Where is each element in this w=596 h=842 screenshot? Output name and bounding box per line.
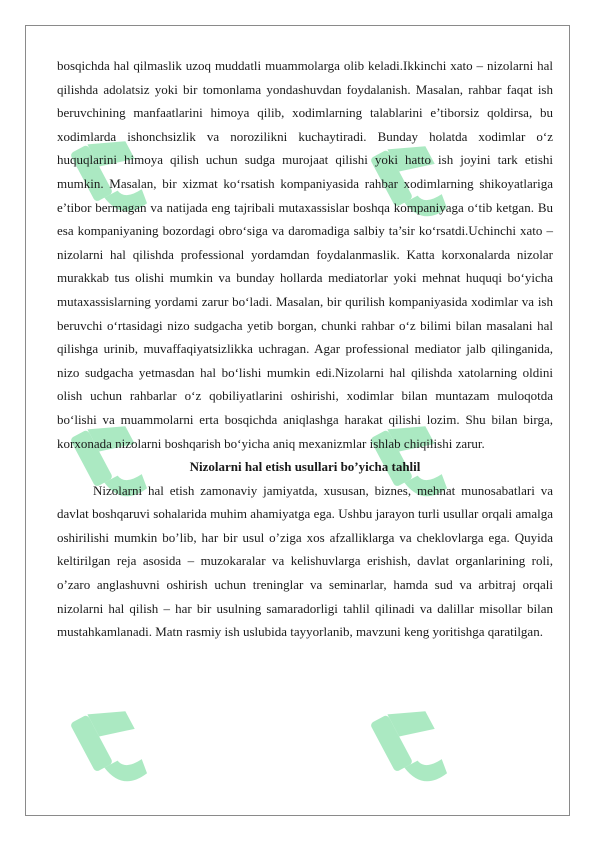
body-paragraph: Nizolarni hal etish zamonaviy jamiyatda, xususan, biznes, mehnat munosabatlari va davlat boshqaruvi sohalarida muhim ahamiyatga ega. Ushbu jarayon turli usullar orqali amalga oshirilishi mumkin bo’lib, har bir usul o’ziga xos afzalliklarga va cheklovlarga ega. Quyida keltirilgan reja asosida – muzokaralar va kelishuvlarga erishish, davlat organlarining roli, o’zaro anglashuvni oshirish uchun treninglar va seminarlar, hamda sud va arbitraj orqali nizolarni hal qilish – har bir usulning samaradorligi tahlil qilinadi va dalillar misollar bilan mustahkamlanadi. Matn rasmiy ish uslubida tayyorlanib, mavzuni keng yoritishga qaratilgan. <box>57 482 553 640</box>
section-heading: Nizolarni hal etish usullari bo’yicha tahlil <box>189 459 421 475</box>
document-body <box>57 54 553 644</box>
body-paragraph: bosqichda hal qilmaslik uzoq muddatli muammolarga olib keladi.Ikkinchi xato – nizolarni hal qilishda adolatsiz yoki bir tomonlama yondashuvdan foydalanish. Masalan, rahbar faqat ish beruvchining manfaatlarini himoya qilib, xodimlarning talablarini e’tiborsiz qoldirsa, bu xodimlarda ishonchsizlik va norozilikni kuchaytiradi. Bunday holatda xodimlar o‘z huquqlarini himoya qilish uchun sudga murojaat qilishi yoki hatto ish joyini tark etishi mumkin. Masalan, bir xizmat ko‘rsatish kompaniyasida rahbar xodimlarning shikoyatlariga e’tibor bermagan va natijada eng tajribali mutaxassislar boshqa kompaniyaga o‘tib ketgan. Bu esa kompaniyaning bozordagi obro‘siga va daromadiga salbiy ta’sir ko‘rsatdi.Uchinchi xato – nizolarni hal qilishda professional yordamdan foydalanmaslik. Katta korxonalarda nizolar murakkab tus olishi mumkin va bunday hollarda mediatorlar yoki mehnat huquqi bo‘yicha mutaxassislarning yordami zarur bo‘ladi. Masalan, bir qurilish kompaniyasida xodimlar va ish beruvchi o‘rtasidagi nizo sudgacha yetib borgan, chunki rahbar o‘z bilimi bilan masalani hal qilishga urinib, muvaffaqiyatsizlikka uchragan. Agar professional mediator jalb qilinganida, nizo sudgacha yetmasdan hal bo‘lishi mumkin edi.Nizolarni hal qilishda xatolarning oldini olish uchun rahbarlar o‘z qobiliyatlarini oshirishi, xodimlar bilan muntazam muloqotda bo‘lishi va muammolarni erta bosqichda aniqlashga harakat qilishi lozim. Shu bilan birga, korxonada nizolarni boshqarish bo‘yicha aniq mexanizmlar ishlab chiqilishi zarur. <box>57 58 553 451</box>
